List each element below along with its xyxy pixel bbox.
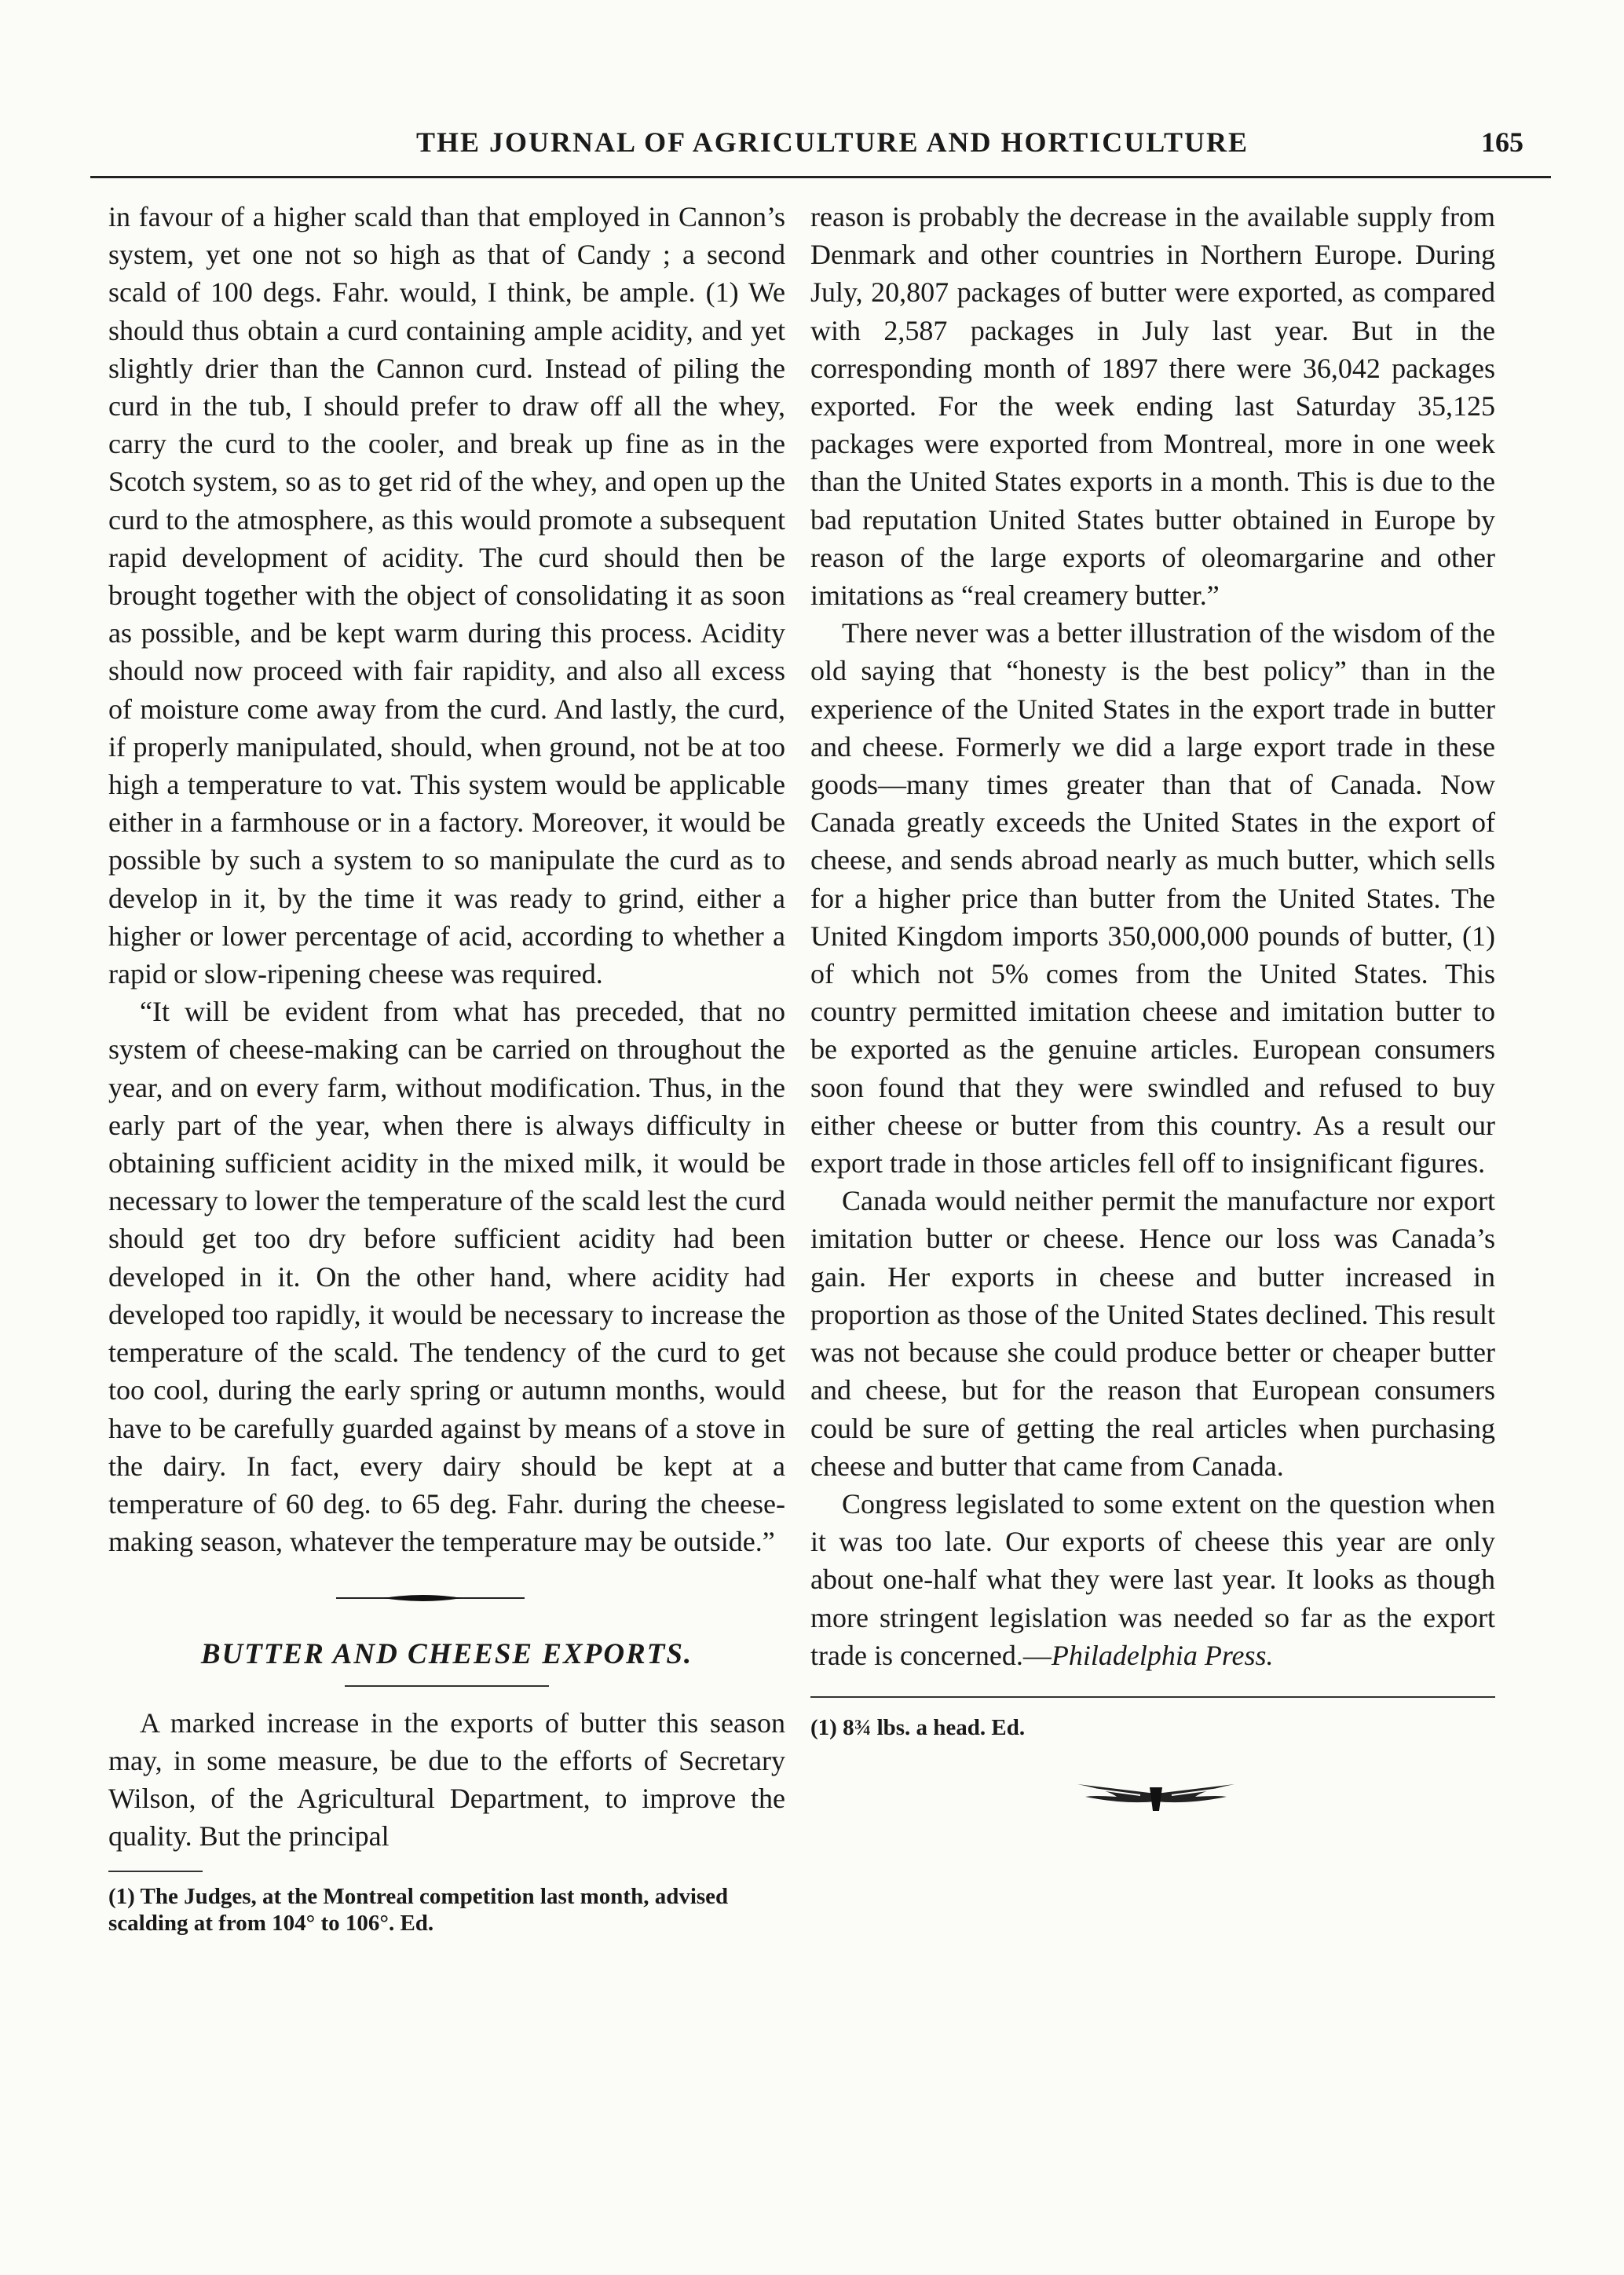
heading-rule [345, 1685, 549, 1687]
running-header [110, 126, 1523, 173]
source-citation: Philadelphia Press. [1051, 1639, 1274, 1671]
end-ornament [810, 1770, 1495, 1825]
paragraph: reason is probably the decrease in the available supply from Denmark and other countries in Northern Europe. During July, 20,807 packages of butter were exported, as compared with 2,587 packages in July last year. But in the corresponding month of 1897 there were 36,042 packages exported. For the week ending last Saturday 35,125 packages were exported from Montreal, more in one week than the United States exports in a month. This is due to the bad reputation United States butter obtained in Europe by reason of the large exports of oleomargarine and other imitations as “real creamery butter.” [810, 201, 1495, 612]
section-separator [108, 1584, 785, 1615]
journal-title: THE JOURNAL OF AGRICULTURE AND HORTICULTURE [416, 126, 1249, 158]
winged-ornament-icon [1062, 1770, 1250, 1817]
section-heading: BUTTER AND CHEESE EXPORTS. [200, 1638, 693, 1671]
paragraph: There never was a better illustration of the wisdom of the old saying that “honesty is the best policy” than in the experience of the United States in the export trade in butter and cheese. Formerly we did a large export trade in these goods—many times greater than that of Canada. Now Canada greatly exceeds the United States in the export of cheese, and sends abroad nearly as much butter, which sells for a higher price than butter from the United States. The United Kingdom imports 350,000,000 pounds of butter, (1) of which not 5% comes from the United States. This country permitted imitation cheese and imitation butter to be exported as the genuine articles. European consumers soon found that they were swindled and refused to buy either cheese or butter from this country. As a result our export trade in those articles fell off to insignificant figures. [810, 617, 1495, 1180]
footnote: (1) The Judges, at the Montreal competition last month, advised scalding at from 104° to 106°. Ed. [108, 1884, 729, 1937]
page-number: 165 [1481, 126, 1523, 158]
paragraph-text: Congress legislated to some extent on the question when it was too late. Our exports of cheese this year are only about one-half what they were last year. It looks as though more stringent legislation was needed so far as the export trade is concerned.— [810, 1487, 1495, 1671]
header-rule [90, 176, 1551, 178]
paragraph: in favour of a higher scald than that employed in Cannon’s system, yet one not so high as that of Candy ; a second scald of 100 degs. Fahr. would, I think, be ample. (1) We should thus obtain a curd containing ample acidity, and yet slightly drier than the Cannon curd. Instead of piling the curd in the tub, I should prefer to draw off all the whey, carry the curd to the cooler, and break up fine as in the Scotch system, so as to get rid of the whey, and open up the curd to the atmosphere, as this would promote a subsequent rapid development of acidity. The curd should then be brought together with the object of consolidating it as soon as possible, and be kept warm during this process. Acidity should now proceed with fair rapidity, and also all excess of moisture come away from the curd. And lastly, the curd, if properly manipulated, should, when ground, not be at too high a temperature to vat. This system would be applicable either in a farmhouse or in a factory. Moreover, it would be possible by such a system to so manipulate the curd as to develop in it, by the time it was ready to grind, either a higher or lower percentage of acid, according to whether a rapid or slow-ripening cheese was required. [108, 201, 785, 990]
footnote-rule [108, 1871, 203, 1872]
paragraph: “It will be evident from what has preceded, that no system of cheese-making can be carried on throughout the year, and on every farm, without modification. Thus, in the early part of the year, when there is always difficulty in obtaining sufficient acidity in the mixed milk, it would be necessary to lower the temperature of the scald lest the curd should get too dry before sufficient acidity had been developed in it. On the other hand, where acidity had developed too rapidly, it would be necessary to increase the temperature of the scald. The tendency of the curd to get too cool, during the early spring or autumn months, would have to be carefully guarded against by means of a stove in the dairy. In fact, every dairy should be kept at a temperature of 60 deg. to 65 deg. Fahr. during the cheese-making season, whatever the temperature may be outside.” [108, 996, 785, 1558]
right-column [810, 198, 1495, 1825]
footnote: (1) 8¾ lbs. a head. Ed. [810, 1696, 1495, 1746]
paragraph [810, 1485, 1495, 1674]
paragraph: Canada would neither permit the manufacture nor export imitation butter or cheese. Hence our loss was Canada’s gain. Her exports in cheese and butter increased in proportion as those of the United States declined. This result was not because she could produce better or cheaper butter and cheese, but for the reason that European consumers could be sure of getting the real articles when purchasing cheese and butter that came from Canada. [810, 1185, 1495, 1482]
left-column [108, 198, 785, 1937]
ornament-rule-icon [336, 1590, 525, 1606]
paragraph: A marked increase in the exports of butter this season may, in some measure, be due to the efforts of Secretary Wilson, of the Agricultural Department, to improve the quality. But the principal [108, 1706, 785, 1853]
